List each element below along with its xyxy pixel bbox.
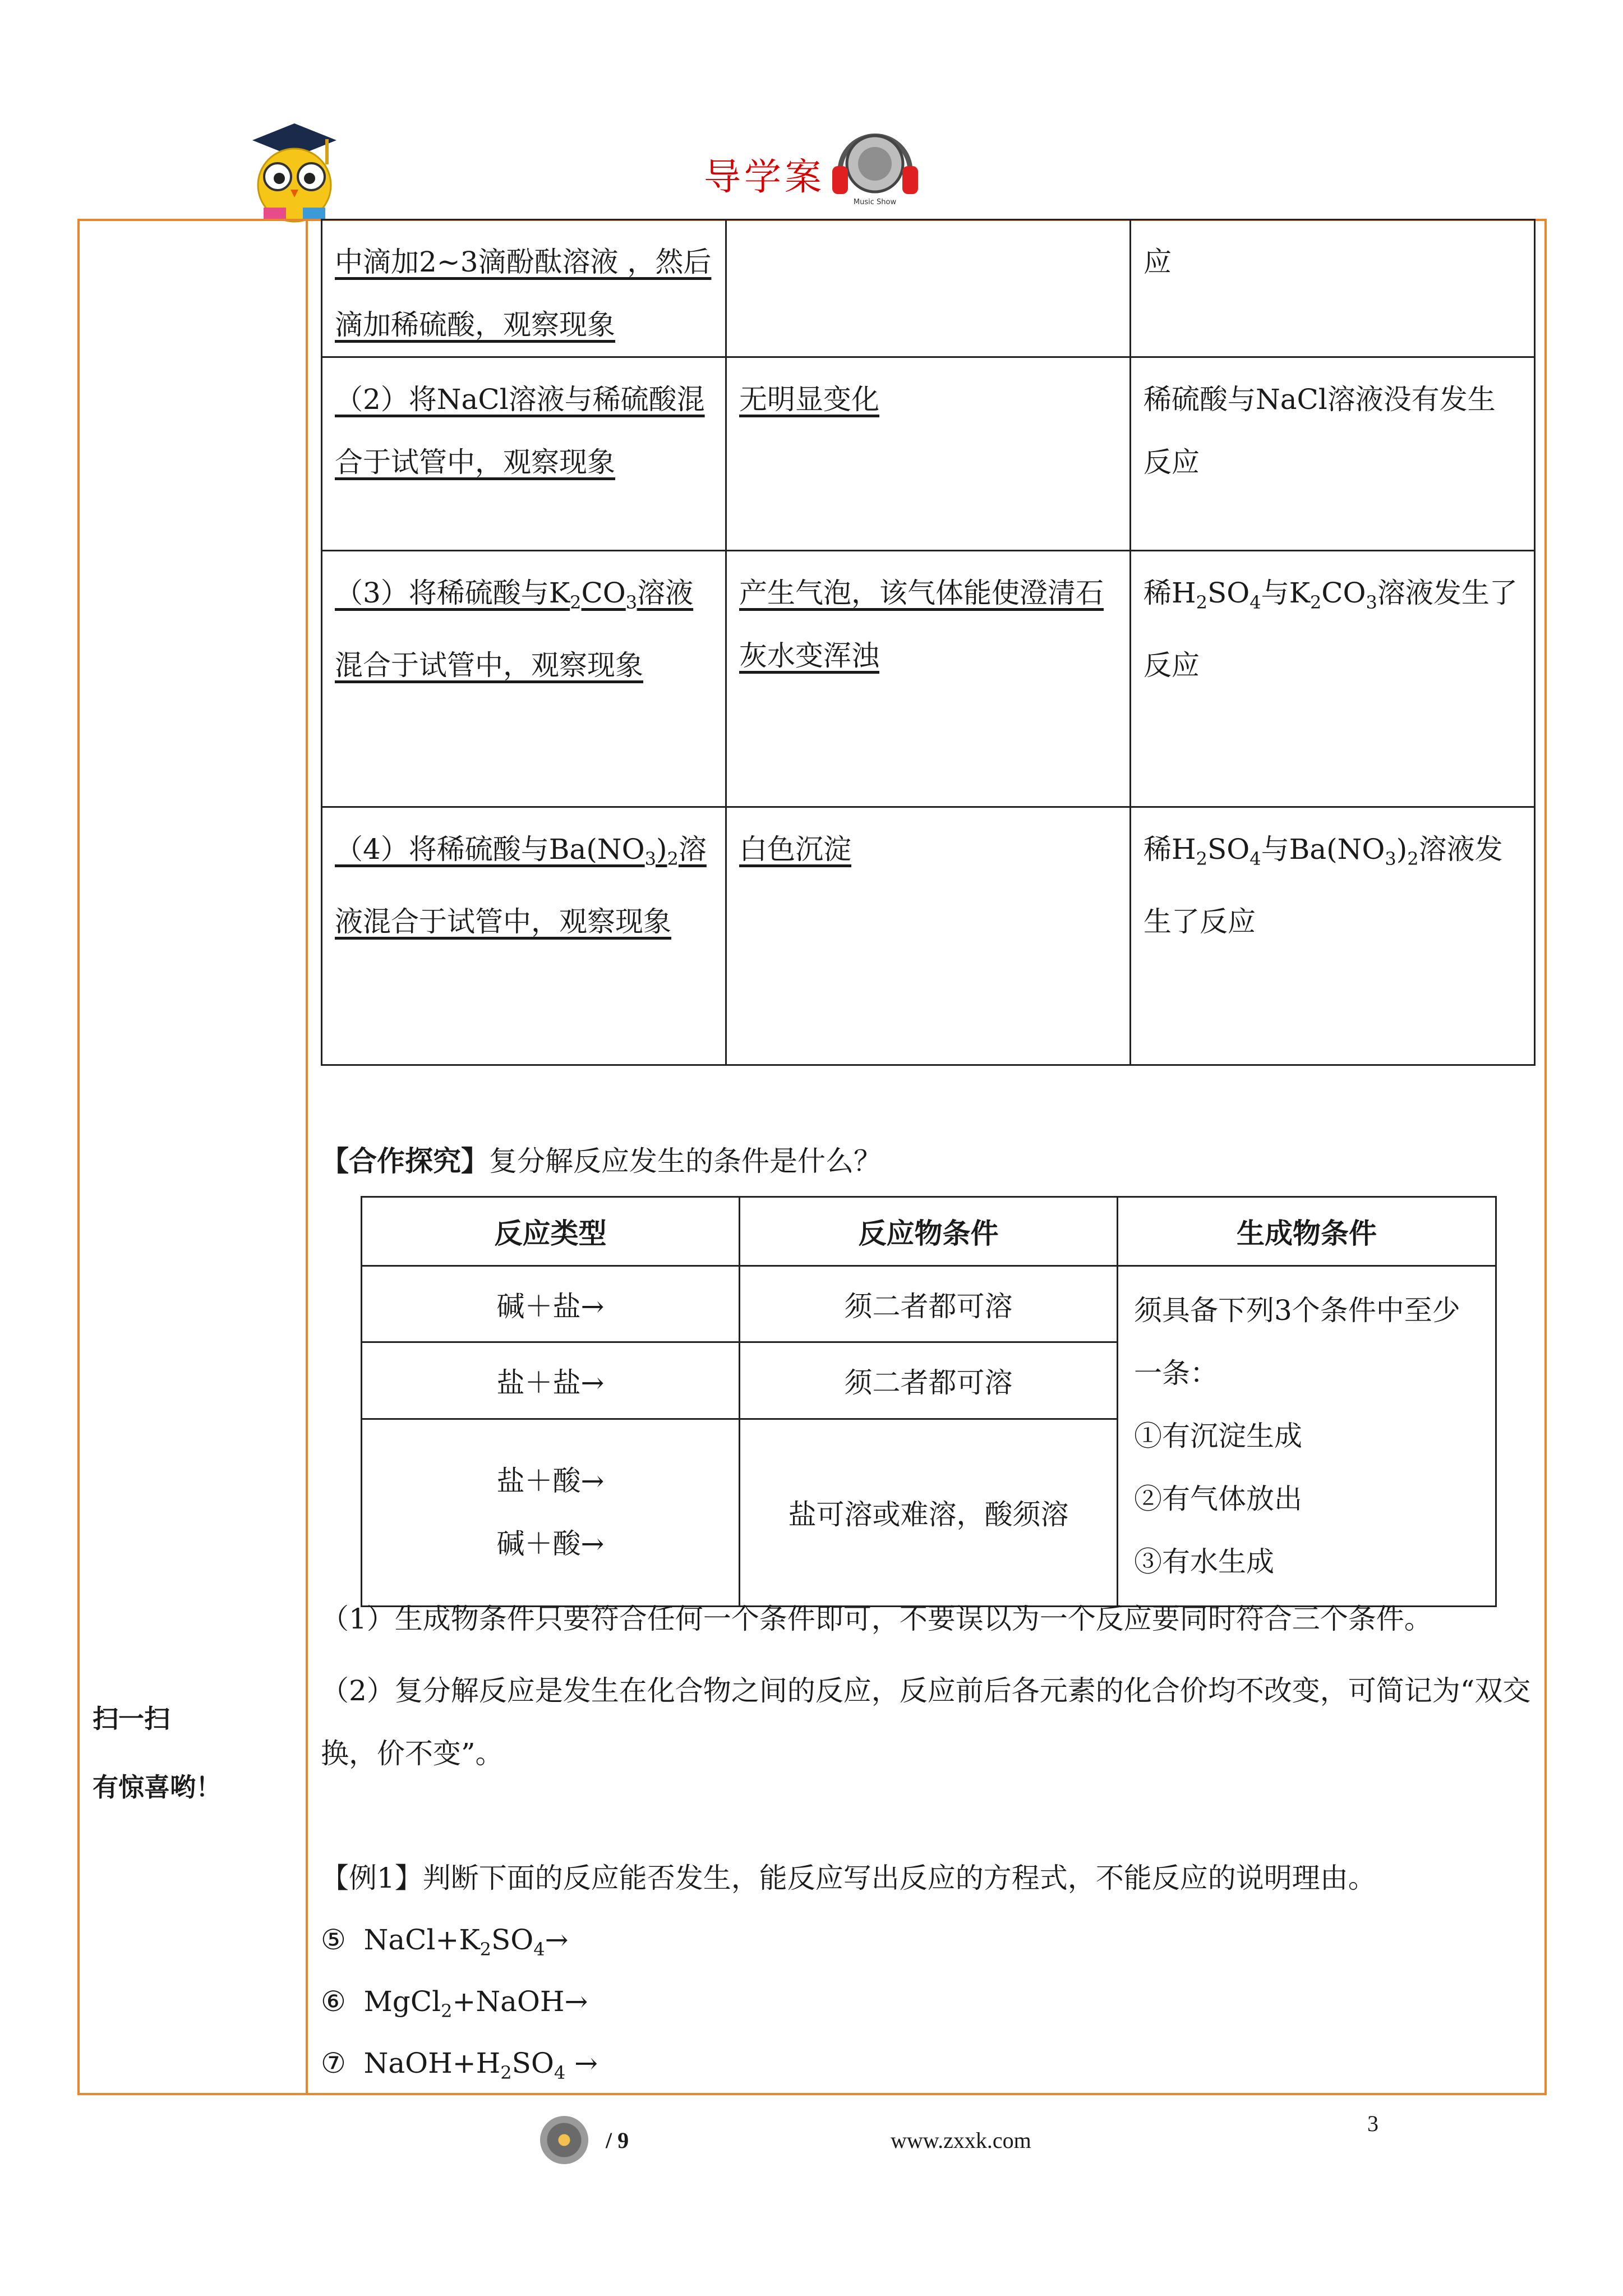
explore-heading — [321, 1144, 882, 1178]
surprise-label: 有惊喜哟！ — [93, 1772, 222, 1802]
product-condition-item: ②有气体放出 — [1134, 1483, 1302, 1515]
frame-divider — [306, 219, 308, 2095]
product-condition-item: ③有水生成 — [1134, 1545, 1274, 1578]
observation-cell — [726, 551, 1131, 807]
example-item: ⑥ MgCl$_2$+NaOH→ — [321, 1985, 588, 2022]
step-cell — [322, 220, 726, 357]
table-row — [362, 1266, 1496, 1342]
conclusion-cell — [1131, 357, 1535, 551]
table-row — [322, 357, 1535, 551]
step-text: （2）将NaCl溶液与稀硫酸混合于试管中，观察现象 — [335, 383, 705, 478]
note-1: （1）生成物条件只要符合任何一个条件即可，不要误以为一个反应要同时符合三个条件。 — [321, 1603, 1432, 1635]
step-text: 中滴加2~3滴酚酞溶液 ，然后滴加稀硫酸，观察现象 — [335, 246, 712, 341]
step-text: （3）将稀硫酸与$K_2CO_3$溶液混合于试管中，观察现象 — [335, 577, 694, 682]
observation-cell — [726, 357, 1131, 551]
reactant-condition-cell: 须二者都可溶 — [740, 1342, 1118, 1419]
reactant-condition-cell: 须二者都可溶 — [740, 1266, 1118, 1342]
conclusion-cell — [1131, 807, 1535, 1065]
conclusion-cell — [1131, 220, 1535, 357]
observation-cell — [726, 220, 1131, 357]
table-header-row — [362, 1197, 1496, 1266]
table-row — [322, 807, 1535, 1065]
observation-text: 产生气泡，该气体能使澄清石灰水变浑浊 — [739, 577, 1104, 672]
observation-text: 无明显变化 — [739, 383, 879, 416]
note-2: （2）复分解反应是发生在化合物之间的反应，反应前后各元素的化合价均不改变，可简记为“双交换，价不变”。 — [321, 1674, 1531, 1770]
experiment-table — [321, 219, 1536, 1066]
page-count: / 9 — [606, 2128, 629, 2153]
column-header: 反应类型 — [362, 1197, 740, 1266]
example-title: 【例1】判断下面的反应能否发生，能反应写出反应的方程式，不能反应的说明理由。 — [321, 1862, 1376, 1894]
conclusion-text: 应 — [1144, 246, 1172, 278]
page-title: 导学案 — [704, 155, 825, 199]
conditions-table — [361, 1196, 1497, 1607]
page-number: 3 — [1367, 2111, 1378, 2136]
scan-label: 扫一扫 — [93, 1704, 170, 1734]
reaction-type-text: 盐＋酸→ — [496, 1465, 605, 1498]
table-row — [322, 551, 1535, 807]
product-condition-cell — [1118, 1266, 1496, 1607]
observation-text: 白色沉淀 — [739, 833, 851, 866]
step-cell — [322, 551, 726, 807]
conclusion-cell — [1131, 551, 1535, 807]
reaction-type-cell: 碱＋盐→ — [362, 1266, 740, 1342]
step-cell — [322, 807, 726, 1065]
logo-text: Music Show — [853, 198, 897, 206]
cd-disc-icon — [540, 2116, 588, 2164]
site-url[interactable]: www.zxxk.com — [891, 2128, 1031, 2153]
reaction-type-text: 碱＋酸→ — [496, 1527, 605, 1561]
owl-graduate-mascot-icon — [241, 118, 342, 230]
conclusion-text: 稀$H_2SO_4$与$K_2CO_3$溶液发生了反应 — [1144, 577, 1518, 682]
step-cell — [322, 357, 726, 551]
product-condition-intro: 须具备下列3个条件中至少一条： — [1134, 1294, 1460, 1389]
table-row — [322, 220, 1535, 357]
observation-cell — [726, 807, 1131, 1065]
conclusion-text: 稀$H_2SO_4$与$Ba(NO_3)_2$溶液发生了反应 — [1144, 833, 1503, 938]
step-text: （4）将稀硫酸与$Ba(NO_3)_2$溶液混合于试管中，观察现象 — [335, 833, 707, 938]
column-header: 生成物条件 — [1118, 1197, 1496, 1266]
reactant-condition-cell: 盐可溶或难溶，酸须溶 — [740, 1419, 1118, 1606]
reaction-type-cell — [362, 1419, 740, 1606]
explore-question: 复分解反应发生的条件是什么？ — [489, 1145, 882, 1177]
explore-tag: 【合作探究】 — [321, 1145, 489, 1177]
example-item: ⑤ $NaCl+K_2SO_4\to$ — [321, 1924, 569, 1960]
reaction-type-cell: 盐＋盐→ — [362, 1342, 740, 1419]
music-show-logo-icon — [829, 118, 921, 208]
conclusion-text: 稀硫酸与NaCl溶液没有发生反应 — [1144, 383, 1496, 478]
example-item: ⑦ $NaOH+H_2SO_4$ → — [321, 2047, 598, 2083]
product-condition-item: ①有沉淀生成 — [1134, 1420, 1302, 1452]
column-header: 反应物条件 — [740, 1197, 1118, 1266]
